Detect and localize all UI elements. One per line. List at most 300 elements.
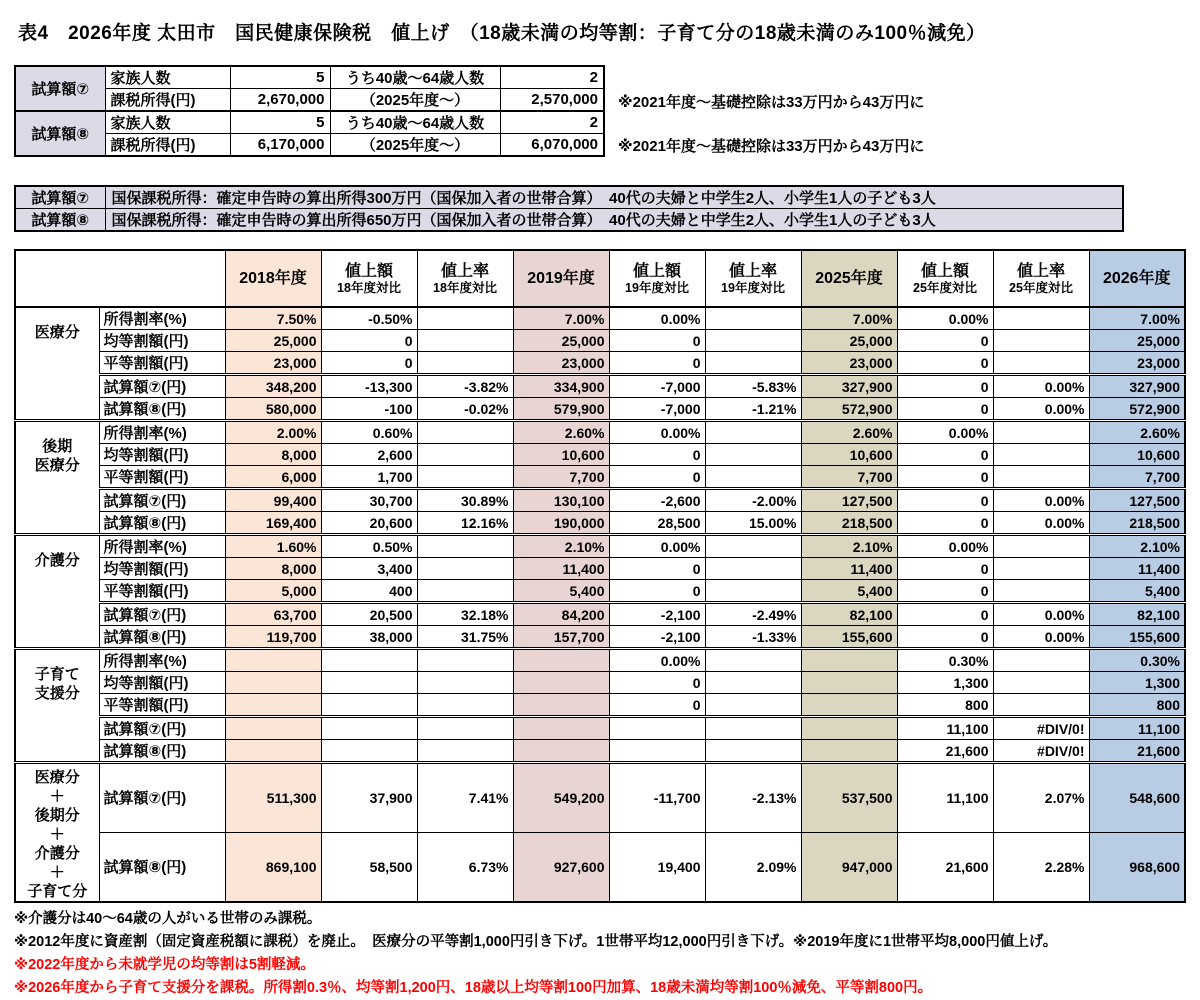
value-cell: #DIV/0!: [993, 740, 1089, 763]
row-label: 均等割額(円): [99, 444, 225, 466]
group-label-line: ＋: [49, 864, 65, 881]
value-cell: 0: [609, 672, 705, 694]
value-cell: 23,000: [801, 352, 897, 375]
value-cell: -2.49%: [705, 603, 801, 626]
column-header-label: 2019年度: [527, 270, 595, 287]
value-cell: [225, 717, 321, 740]
value-cell: [993, 444, 1089, 466]
value-cell: -3.82%: [417, 375, 513, 398]
value-cell: 927,600: [513, 832, 609, 902]
value-cell: [417, 444, 513, 466]
value-cell: 400: [321, 580, 417, 603]
value-cell: -7,000: [609, 398, 705, 421]
value-cell: 0: [897, 375, 993, 398]
value-cell: -2,600: [609, 489, 705, 512]
value-cell: 334,900: [513, 375, 609, 398]
value-cell: [417, 740, 513, 763]
value-cell: 968,600: [1089, 832, 1185, 902]
row-label: 試算額⑧(円): [99, 398, 225, 421]
value-cell: [225, 672, 321, 694]
value-cell: 2.60%: [801, 421, 897, 444]
column-header: [417, 250, 513, 307]
group-label: [15, 535, 99, 649]
value-cell: 327,900: [1089, 375, 1185, 398]
group-label-line: 後期分: [34, 807, 80, 824]
value-cell: [705, 535, 801, 558]
scenario-field: （2025年度～）: [330, 89, 500, 112]
value-cell: 0: [897, 626, 993, 649]
row-label: 試算額⑦(円): [99, 763, 225, 833]
value-cell: 348,200: [225, 375, 321, 398]
row-label: 試算額⑦(円): [99, 375, 225, 398]
column-header: [225, 250, 321, 307]
scenario-table: [14, 65, 605, 157]
value-cell: 0: [897, 580, 993, 603]
value-cell: 20,600: [321, 512, 417, 535]
value-cell: 11,400: [513, 558, 609, 580]
scenario-field: 家族人数: [105, 111, 230, 134]
column-header-label: 値上率: [1016, 262, 1065, 280]
group-label-line: 子育て分: [27, 883, 88, 900]
value-cell: [993, 330, 1089, 352]
row-label: 均等割額(円): [99, 330, 225, 352]
corner-cell: [15, 250, 225, 307]
value-cell: 0.00%: [609, 307, 705, 330]
value-cell: 947,000: [801, 832, 897, 902]
value-cell: [417, 558, 513, 580]
value-cell: 190,000: [513, 512, 609, 535]
value-cell: [417, 535, 513, 558]
value-cell: 7.00%: [513, 307, 609, 330]
value-cell: 58,500: [321, 832, 417, 902]
value-cell: 0.00%: [993, 512, 1089, 535]
row-label: 試算額⑦(円): [99, 489, 225, 512]
value-cell: 5,000: [225, 580, 321, 603]
scenario-field: 家族人数: [105, 66, 230, 89]
value-cell: 0: [609, 444, 705, 466]
value-cell: [705, 740, 801, 763]
value-cell: 7.50%: [225, 307, 321, 330]
value-cell: -2.13%: [705, 763, 801, 833]
value-cell: 2.60%: [1089, 421, 1185, 444]
value-cell: 0: [897, 330, 993, 352]
value-cell: 0.00%: [897, 307, 993, 330]
value-cell: 99,400: [225, 489, 321, 512]
value-cell: [993, 466, 1089, 489]
value-cell: 82,100: [1089, 603, 1185, 626]
value-cell: [705, 672, 801, 694]
value-cell: 2.28%: [993, 832, 1089, 902]
scenario-label: 試算額⑧: [15, 209, 105, 232]
value-cell: -1.21%: [705, 398, 801, 421]
value-cell: 155,600: [801, 626, 897, 649]
scenario-value: 2,670,000: [230, 89, 330, 112]
row-label: 平等割額(円): [99, 694, 225, 717]
value-cell: 6.73%: [417, 832, 513, 902]
value-cell: [801, 649, 897, 672]
value-cell: 20,500: [321, 603, 417, 626]
value-cell: 572,900: [801, 398, 897, 421]
value-cell: [705, 421, 801, 444]
row-label: 試算額⑦(円): [99, 603, 225, 626]
group-label-line: 子育て: [34, 666, 80, 683]
group-label: [15, 763, 99, 903]
value-cell: 5,400: [1089, 580, 1185, 603]
column-header: [801, 250, 897, 307]
value-cell: 30,700: [321, 489, 417, 512]
value-cell: 0: [897, 444, 993, 466]
column-header-sublabel: 19年度対比: [721, 280, 785, 295]
row-label: 所得割率(%): [99, 535, 225, 558]
value-cell: 25,000: [225, 330, 321, 352]
group-label-line: 介護分: [34, 552, 80, 569]
value-cell: [801, 717, 897, 740]
value-cell: 11,400: [801, 558, 897, 580]
value-cell: 7,700: [801, 466, 897, 489]
value-cell: [993, 649, 1089, 672]
value-cell: 63,700: [225, 603, 321, 626]
column-header-sublabel: 25年度対比: [913, 280, 977, 295]
scenario-field: うち40歳～64歳人数: [330, 111, 500, 134]
value-cell: 0: [897, 558, 993, 580]
value-cell: [513, 649, 609, 672]
value-cell: 7,700: [513, 466, 609, 489]
value-cell: 30.89%: [417, 489, 513, 512]
value-cell: 82,100: [801, 603, 897, 626]
value-cell: 572,900: [1089, 398, 1185, 421]
value-cell: 1,300: [1089, 672, 1185, 694]
scenario-value: 2,570,000: [500, 89, 604, 112]
value-cell: 23,000: [225, 352, 321, 375]
value-cell: 31.75%: [417, 626, 513, 649]
value-cell: -1.33%: [705, 626, 801, 649]
value-cell: 0: [609, 330, 705, 352]
value-cell: [513, 717, 609, 740]
value-cell: 0.00%: [609, 421, 705, 444]
value-cell: [705, 466, 801, 489]
value-cell: 23,000: [1089, 352, 1185, 375]
value-cell: [513, 672, 609, 694]
value-cell: 0.00%: [993, 375, 1089, 398]
column-header-sublabel: 18年度対比: [337, 280, 401, 295]
scenario-field: うち40歳～64歳人数: [330, 66, 500, 89]
value-cell: 21,600: [897, 832, 993, 902]
footnotes: [14, 908, 1186, 1000]
value-cell: 2.09%: [705, 832, 801, 902]
value-cell: 12.16%: [417, 512, 513, 535]
value-cell: 0: [897, 512, 993, 535]
column-header: [1089, 250, 1185, 307]
scenario-value: 5: [230, 111, 330, 134]
value-cell: 1,700: [321, 466, 417, 489]
value-cell: 0: [609, 580, 705, 603]
row-label: 平等割額(円): [99, 352, 225, 375]
value-cell: 157,700: [513, 626, 609, 649]
value-cell: 8,000: [225, 558, 321, 580]
value-cell: 127,500: [801, 489, 897, 512]
value-cell: [321, 740, 417, 763]
basic-deduction-note: ※2021年度～基礎控除は33万円から43万円に: [618, 94, 925, 111]
column-header-sublabel: 19年度対比: [625, 280, 689, 295]
group-label: [15, 649, 99, 763]
value-cell: 15.00%: [705, 512, 801, 535]
group-label-line: ＋: [49, 826, 65, 843]
value-cell: 2.60%: [513, 421, 609, 444]
value-cell: [705, 580, 801, 603]
value-cell: [225, 649, 321, 672]
value-cell: 0.00%: [897, 535, 993, 558]
value-cell: 0: [897, 352, 993, 375]
column-header-label: 値上額: [344, 262, 393, 280]
value-cell: 11,100: [1089, 717, 1185, 740]
group-label-line: 医療分: [34, 769, 80, 786]
scenario-value: 2: [500, 66, 604, 89]
value-cell: [417, 580, 513, 603]
value-cell: 37,900: [321, 763, 417, 833]
value-cell: 28,500: [609, 512, 705, 535]
row-label: 均等割額(円): [99, 558, 225, 580]
value-cell: 7.41%: [417, 763, 513, 833]
tax-rate-table: [14, 249, 1186, 903]
value-cell: 0.00%: [609, 649, 705, 672]
page-title: 表4 2026年度 太田市 国民健康保険税 値上げ （18歳未満の均等割：子育て分の18歳未満のみ100％減免）: [18, 23, 986, 44]
scenario-description: 国保課税所得：確定申告時の算出所得300万円（国保加入者の世帯合算） 40代の夫婦と中学生2人、小学生1人の子ども3人: [105, 186, 1123, 209]
value-cell: 8,000: [225, 444, 321, 466]
value-cell: 869,100: [225, 832, 321, 902]
value-cell: [225, 694, 321, 717]
scenario-value: 5: [230, 66, 330, 89]
column-header: [321, 250, 417, 307]
value-cell: 537,500: [801, 763, 897, 833]
value-cell: 327,900: [801, 375, 897, 398]
value-cell: 119,700: [225, 626, 321, 649]
value-cell: 25,000: [801, 330, 897, 352]
value-cell: 0: [609, 352, 705, 375]
value-cell: 549,200: [513, 763, 609, 833]
column-header-label: 2025年度: [815, 270, 883, 287]
value-cell: 0: [609, 694, 705, 717]
value-cell: 130,100: [513, 489, 609, 512]
value-cell: 0.60%: [321, 421, 417, 444]
value-cell: [321, 694, 417, 717]
group-label-line: 介護分: [34, 845, 80, 862]
group-label-line: 医療分: [34, 324, 80, 341]
value-cell: 84,200: [513, 603, 609, 626]
column-header: [993, 250, 1089, 307]
value-cell: [417, 717, 513, 740]
value-cell: 1,300: [897, 672, 993, 694]
row-label: 試算額⑦(円): [99, 717, 225, 740]
value-cell: [705, 444, 801, 466]
value-cell: [993, 307, 1089, 330]
row-label: 試算額⑧(円): [99, 832, 225, 902]
row-label: 所得割率(%): [99, 649, 225, 672]
value-cell: 169,400: [225, 512, 321, 535]
row-label: 均等割額(円): [99, 672, 225, 694]
value-cell: [321, 649, 417, 672]
value-cell: 2.10%: [801, 535, 897, 558]
footnote: ※介護分は40～64歳の人がいる世帯のみ課税。: [14, 911, 322, 927]
scenario-field: 課税所得(円): [105, 134, 230, 157]
column-header: [513, 250, 609, 307]
value-cell: [513, 694, 609, 717]
value-cell: [705, 649, 801, 672]
value-cell: 2,600: [321, 444, 417, 466]
value-cell: 0: [897, 603, 993, 626]
value-cell: 10,600: [801, 444, 897, 466]
value-cell: [993, 558, 1089, 580]
value-cell: 0: [897, 466, 993, 489]
column-header-label: 2018年度: [239, 270, 307, 287]
value-cell: 0: [321, 352, 417, 375]
value-cell: 21,600: [897, 740, 993, 763]
value-cell: 10,600: [1089, 444, 1185, 466]
value-cell: [609, 717, 705, 740]
value-cell: [513, 740, 609, 763]
value-cell: -0.02%: [417, 398, 513, 421]
footnote: ※2012年度に資産割（固定資産税額に課税）を廃止。 医療分の平等割1,000円引き下げ。1世帯平均12,000円引き下げ。※2019年度に1世帯平均8,000円値上げ。: [14, 934, 1058, 950]
basic-deduction-note: ※2021年度～基礎控除は33万円から43万円に: [618, 138, 925, 155]
value-cell: 25,000: [513, 330, 609, 352]
value-cell: 7.00%: [801, 307, 897, 330]
group-label-line: 後期: [42, 438, 73, 455]
value-cell: 3,400: [321, 558, 417, 580]
value-cell: 2.00%: [225, 421, 321, 444]
scenario-label: 試算額⑦: [15, 66, 105, 111]
value-cell: 0.00%: [993, 489, 1089, 512]
value-cell: 0.00%: [993, 626, 1089, 649]
row-label: 所得割率(%): [99, 307, 225, 330]
value-cell: [417, 672, 513, 694]
value-cell: 2.10%: [513, 535, 609, 558]
scenario-label: 試算額⑦: [15, 186, 105, 209]
value-cell: 11,400: [1089, 558, 1185, 580]
value-cell: [417, 421, 513, 444]
scenario-value: 6,170,000: [230, 134, 330, 157]
column-header-label: 2026年度: [1102, 270, 1171, 287]
column-header: [705, 250, 801, 307]
value-cell: 7.00%: [1089, 307, 1185, 330]
value-cell: [993, 694, 1089, 717]
value-cell: 0.30%: [1089, 649, 1185, 672]
value-cell: [993, 535, 1089, 558]
value-cell: 5,400: [513, 580, 609, 603]
value-cell: 579,900: [513, 398, 609, 421]
group-label: [15, 307, 99, 421]
value-cell: 800: [897, 694, 993, 717]
scenario-value: 6,070,000: [500, 134, 604, 157]
value-cell: 38,000: [321, 626, 417, 649]
description-table: [14, 185, 1124, 232]
value-cell: 218,500: [801, 512, 897, 535]
value-cell: [705, 717, 801, 740]
value-cell: 0.50%: [321, 535, 417, 558]
value-cell: [321, 717, 417, 740]
column-header-sublabel: 25年度対比: [1009, 280, 1073, 295]
value-cell: [801, 672, 897, 694]
value-cell: [609, 740, 705, 763]
value-cell: 0.00%: [609, 535, 705, 558]
group-label: [15, 421, 99, 535]
value-cell: 1.60%: [225, 535, 321, 558]
value-cell: 0: [609, 466, 705, 489]
footnote: ※2022年度から未就学児の均等割は5割軽減。: [14, 957, 315, 973]
footnote: ※2026年度から子育て支援分を課税。所得割0.3％、均等割1,200円、18歳以上均等割100円加算、18歳未満均等割100％減免、平等割800円。: [14, 980, 933, 996]
value-cell: [417, 649, 513, 672]
column-header-sublabel: 18年度対比: [433, 280, 497, 295]
value-cell: [321, 672, 417, 694]
value-cell: 0: [609, 558, 705, 580]
value-cell: 548,600: [1089, 763, 1185, 833]
value-cell: [993, 421, 1089, 444]
value-cell: 155,600: [1089, 626, 1185, 649]
value-cell: 218,500: [1089, 512, 1185, 535]
value-cell: -11,700: [609, 763, 705, 833]
value-cell: 2.07%: [993, 763, 1089, 833]
scenario-description: 国保課税所得：確定申告時の算出所得650万円（国保加入者の世帯合算） 40代の夫婦と中学生2人、小学生1人の子ども3人: [105, 209, 1123, 232]
column-header-label: 値上額: [920, 262, 969, 280]
column-header-label: 値上率: [728, 262, 777, 280]
value-cell: [417, 466, 513, 489]
row-label: 試算額⑧(円): [99, 740, 225, 763]
value-cell: 11,100: [897, 717, 993, 740]
value-cell: 0.00%: [993, 603, 1089, 626]
value-cell: 127,500: [1089, 489, 1185, 512]
value-cell: 6,000: [225, 466, 321, 489]
column-header: [897, 250, 993, 307]
scenario-field: （2025年度～）: [330, 134, 500, 157]
value-cell: 0.00%: [897, 421, 993, 444]
value-cell: 0.30%: [897, 649, 993, 672]
value-cell: [705, 330, 801, 352]
value-cell: -0.50%: [321, 307, 417, 330]
column-header-label: 値上額: [632, 262, 681, 280]
value-cell: 0: [321, 330, 417, 352]
value-cell: 10,600: [513, 444, 609, 466]
value-cell: [801, 740, 897, 763]
value-cell: 23,000: [513, 352, 609, 375]
value-cell: 0: [897, 489, 993, 512]
value-cell: -13,300: [321, 375, 417, 398]
value-cell: -100: [321, 398, 417, 421]
value-cell: 800: [1089, 694, 1185, 717]
value-cell: [705, 352, 801, 375]
value-cell: 511,300: [225, 763, 321, 833]
value-cell: 11,100: [897, 763, 993, 833]
value-cell: 32.18%: [417, 603, 513, 626]
value-cell: 7,700: [1089, 466, 1185, 489]
value-cell: 21,600: [1089, 740, 1185, 763]
scenario-label: 試算額⑧: [15, 111, 105, 156]
group-label-line: ＋: [49, 788, 65, 805]
column-header-label: 値上率: [440, 262, 489, 280]
value-cell: -2.00%: [705, 489, 801, 512]
scenario-field: 課税所得(円): [105, 89, 230, 112]
value-cell: 19,400: [609, 832, 705, 902]
value-cell: 0: [897, 398, 993, 421]
value-cell: -5.83%: [705, 375, 801, 398]
value-cell: #DIV/0!: [993, 717, 1089, 740]
value-cell: [801, 694, 897, 717]
value-cell: -7,000: [609, 375, 705, 398]
row-label: 試算額⑧(円): [99, 512, 225, 535]
value-cell: 0.00%: [993, 398, 1089, 421]
value-cell: [705, 694, 801, 717]
row-label: 平等割額(円): [99, 466, 225, 489]
value-cell: [705, 307, 801, 330]
value-cell: 25,000: [1089, 330, 1185, 352]
value-cell: 2.10%: [1089, 535, 1185, 558]
